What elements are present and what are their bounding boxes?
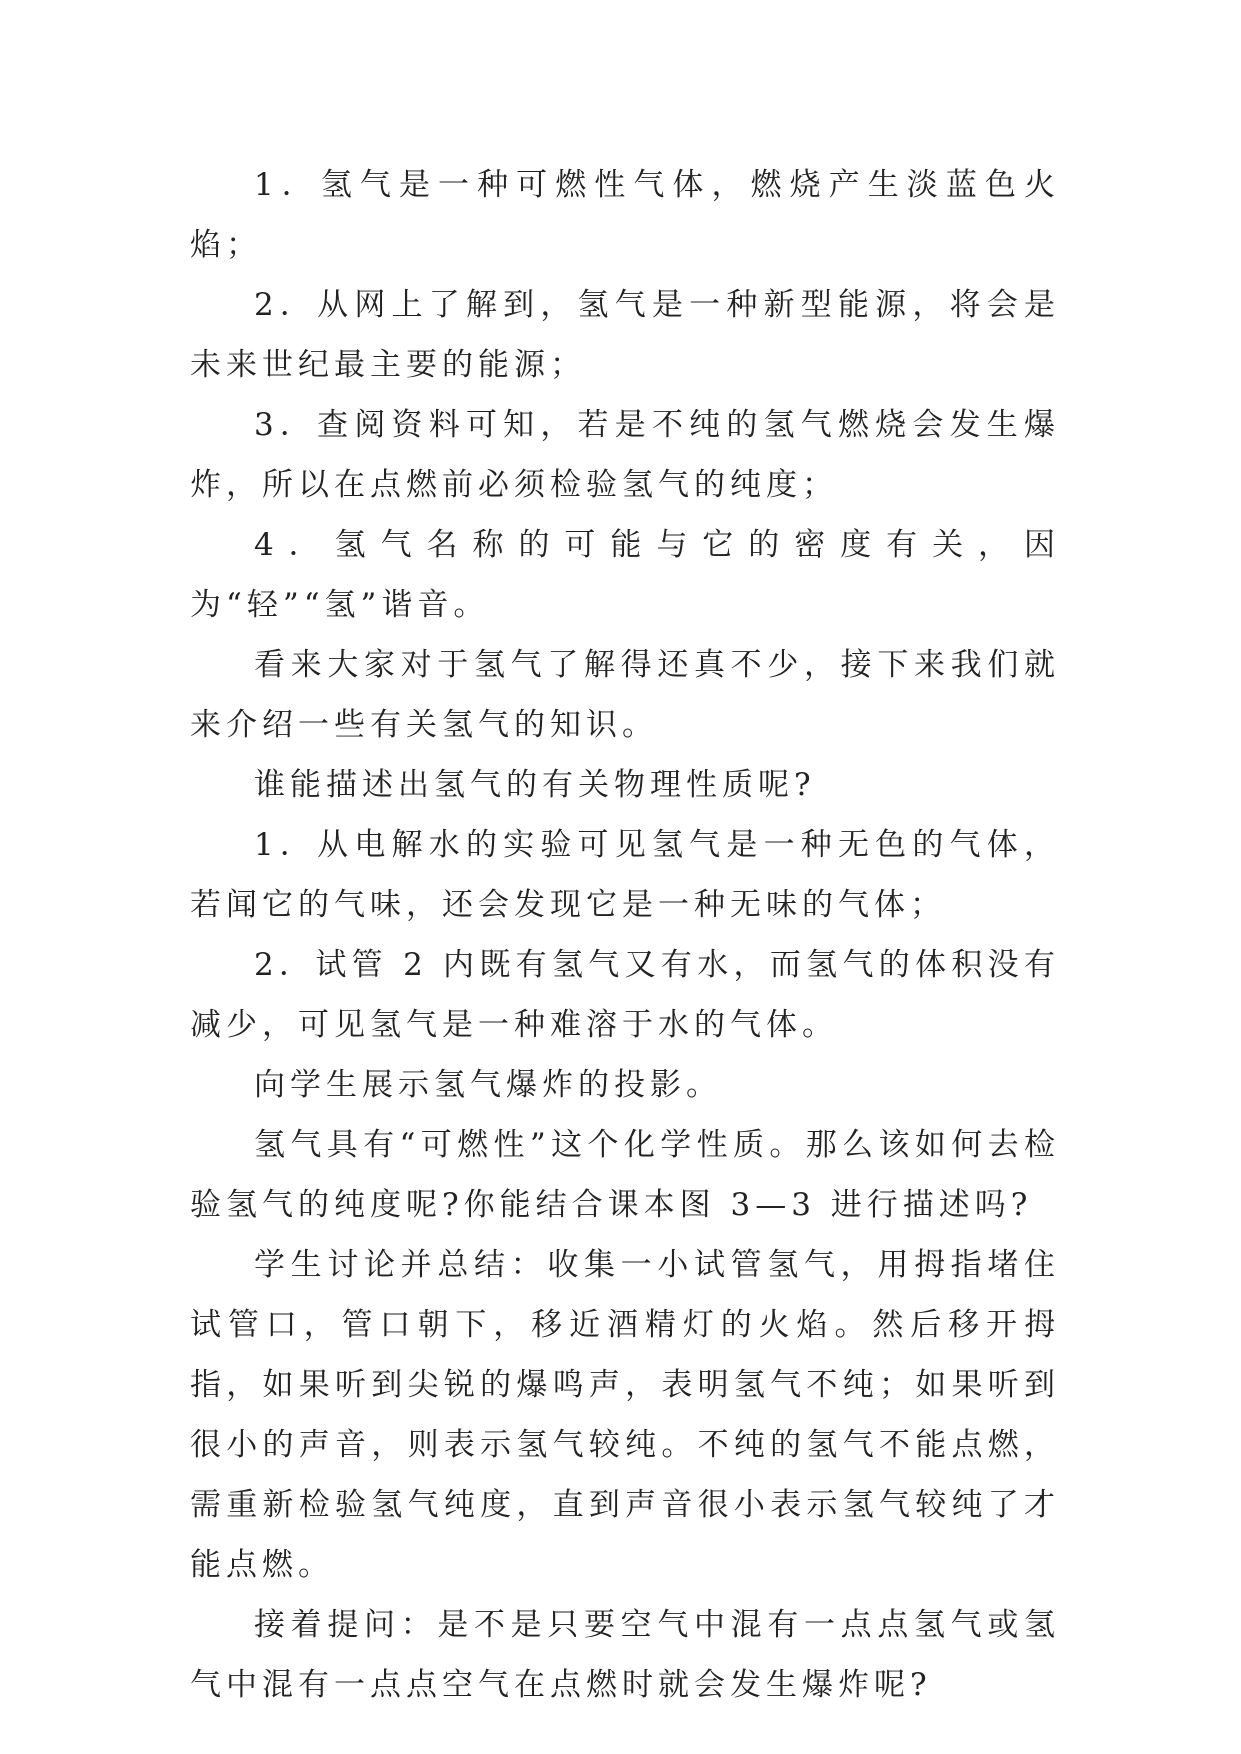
- paragraph-8: 2．试管 2 内既有氢气又有水，而氢气的体积没有减少，可见氢气是一种难溶于水的气体。: [190, 947, 1060, 1043]
- document-body: [190, 155, 1060, 1715]
- paragraph-1: 1．氢气是一种可燃性气体，燃烧产生淡蓝色火焰；: [190, 167, 1060, 263]
- paragraph-2: 2．从网上了解到，氢气是一种新型能源，将会是未来世纪最主要的能源；: [190, 287, 1060, 383]
- paragraph-12: 接着提问：是不是只要空气中混有一点点氢气或氢气中混有一点点空气在点燃时就会发生爆炸呢?: [190, 1607, 1060, 1703]
- paragraph-10: 氢气具有“可燃性”这个化学性质。那么该如何去检验氢气的纯度呢?你能结合课本图 3—3 进行描述吗?: [190, 1127, 1060, 1223]
- paragraph-7: 1．从电解水的实验可见氢气是一种无色的气体，若闻它的气味，还会发现它是一种无味的气体；: [190, 827, 1060, 923]
- paragraph-5: 看来大家对于氢气了解得还真不少，接下来我们就来介绍一些有关氢气的知识。: [190, 647, 1060, 743]
- paragraph-11: 学生讨论并总结：收集一小试管氢气，用拇指堵住试管口，管口朝下，移近酒精灯的火焰。然后移开拇指，如果听到尖锐的爆鸣声，表明氢气不纯；如果听到很小的声音，则表示氢气较纯。不纯的氢气不能点燃，需重新检验氢气纯度，直到声音很小表示氢气较纯了才能点燃。: [190, 1247, 1060, 1583]
- paragraph-9: 向学生展示氢气爆炸的投影。: [254, 1067, 722, 1103]
- paragraph-4: 4．氢气名称的可能与它的密度有关，因为“轻”“氢”谐音。: [190, 527, 1060, 623]
- paragraph-6: 谁能描述出氢气的有关物理性质呢?: [254, 767, 816, 803]
- paragraph-3: 3．查阅资料可知，若是不纯的氢气燃烧会发生爆炸，所以在点燃前必须检验氢气的纯度；: [190, 407, 1060, 503]
